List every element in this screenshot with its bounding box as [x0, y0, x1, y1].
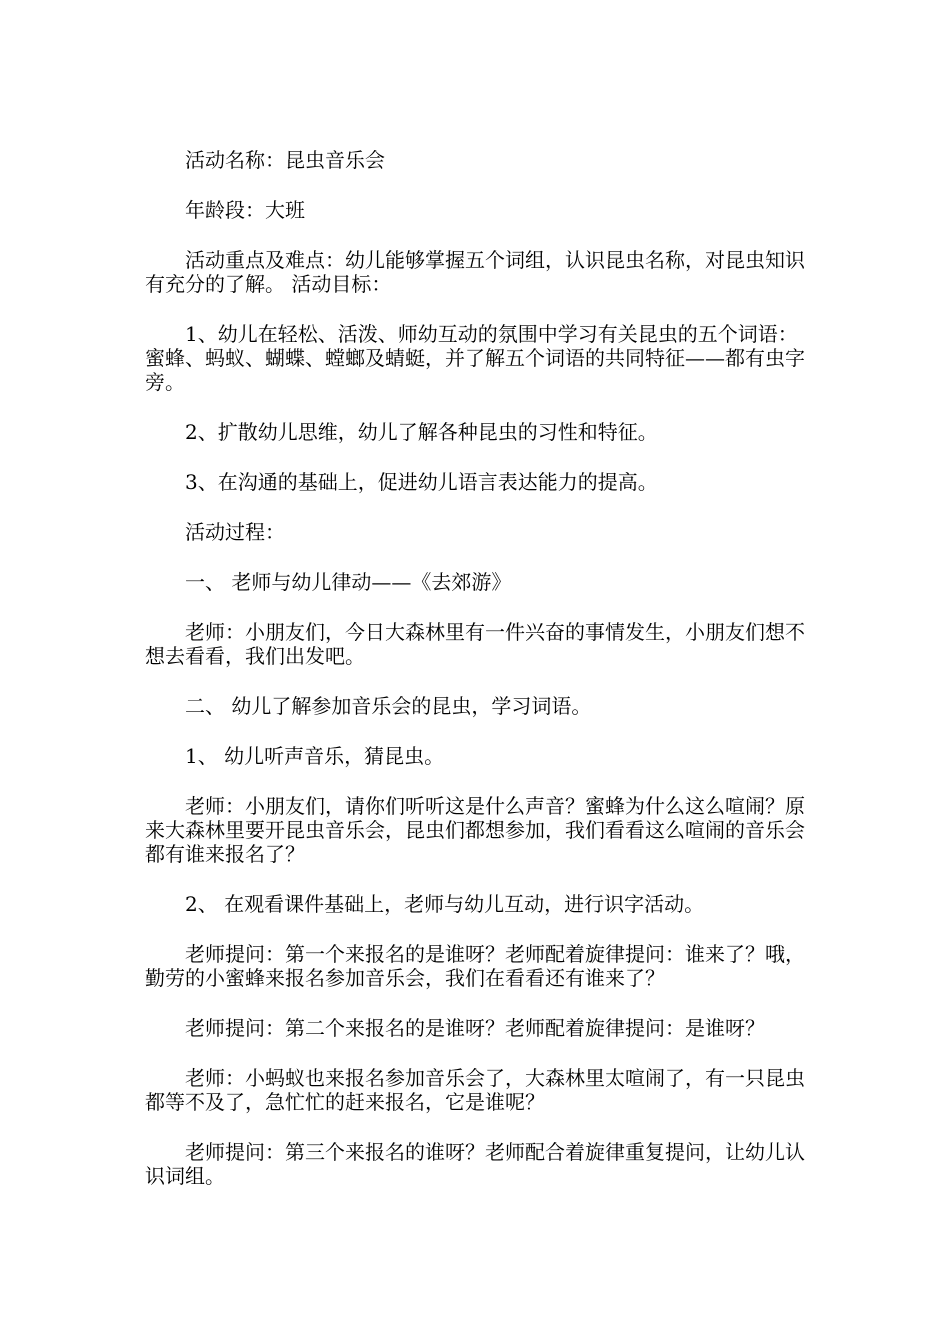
- teacher-question-2: 老师提问：第二个来报名的是谁呀？老师配着旋律提问：是谁呀？: [185, 1016, 765, 1040]
- step-2-item-2: 2、 在观看课件基础上，老师与幼儿互动，进行识字活动。: [185, 892, 705, 916]
- teacher-line-1: 老师：小朋友们，今日大森林里有一件兴奋的事情发生，小朋友们想不想去看看，我们出发吧。: [145, 620, 805, 668]
- step-1-heading: 一、 老师与幼儿律动——《去郊游》: [185, 570, 512, 594]
- age-group: 年龄段：大班: [185, 198, 305, 222]
- step-2-heading: 二、 幼儿了解参加音乐会的昆虫，学习词语。: [185, 694, 592, 718]
- teacher-question-1: 老师提问：第一个来报名的是谁呀？老师配着旋律提问：谁来了？哦，勤劳的小蜜蜂来报名参加音乐会，我们在看看还有谁来了？: [145, 942, 805, 990]
- activity-name: 活动名称：昆虫音乐会: [185, 148, 385, 172]
- document-page: [145, 148, 807, 1214]
- goal-3: 3、在沟通的基础上，促进幼儿语言表达能力的提高。: [185, 470, 658, 494]
- teacher-line-2: 老师：小朋友们，请你们听听这是什么声音？蜜蜂为什么这么喧闹？原来大森林里要开昆虫音乐会，昆虫们都想参加，我们看看这么喧闹的音乐会都有谁来报名了？: [145, 794, 805, 866]
- step-2-item-1: 1、 幼儿听声音乐，猜昆虫。: [185, 744, 445, 768]
- goal-1: 1、幼儿在轻松、活泼、师幼互动的氛围中学习有关昆虫的五个词语：蜜蜂、蚂蚁、蝴蝶、螳螂及蜻蜓，并了解五个词语的共同特征——都有虫字旁。: [145, 322, 805, 394]
- goal-2: 2、扩散幼儿思维，幼儿了解各种昆虫的习性和特征。: [185, 420, 658, 444]
- process-heading: 活动过程：: [185, 520, 285, 544]
- teacher-question-3: 老师提问：第三个来报名的谁呀？老师配合着旋律重复提问，让幼儿认识词组。: [145, 1140, 805, 1188]
- key-points-and-goals-heading: 活动重点及难点：幼儿能够掌握五个词组，认识昆虫名称，对昆虫知识有充分的了解。 活动目标：: [145, 248, 805, 296]
- teacher-line-3: 老师：小蚂蚁也来报名参加音乐会了，大森林里太喧闹了，有一只昆虫都等不及了，急忙忙的赶来报名，它是谁呢？: [145, 1066, 805, 1114]
